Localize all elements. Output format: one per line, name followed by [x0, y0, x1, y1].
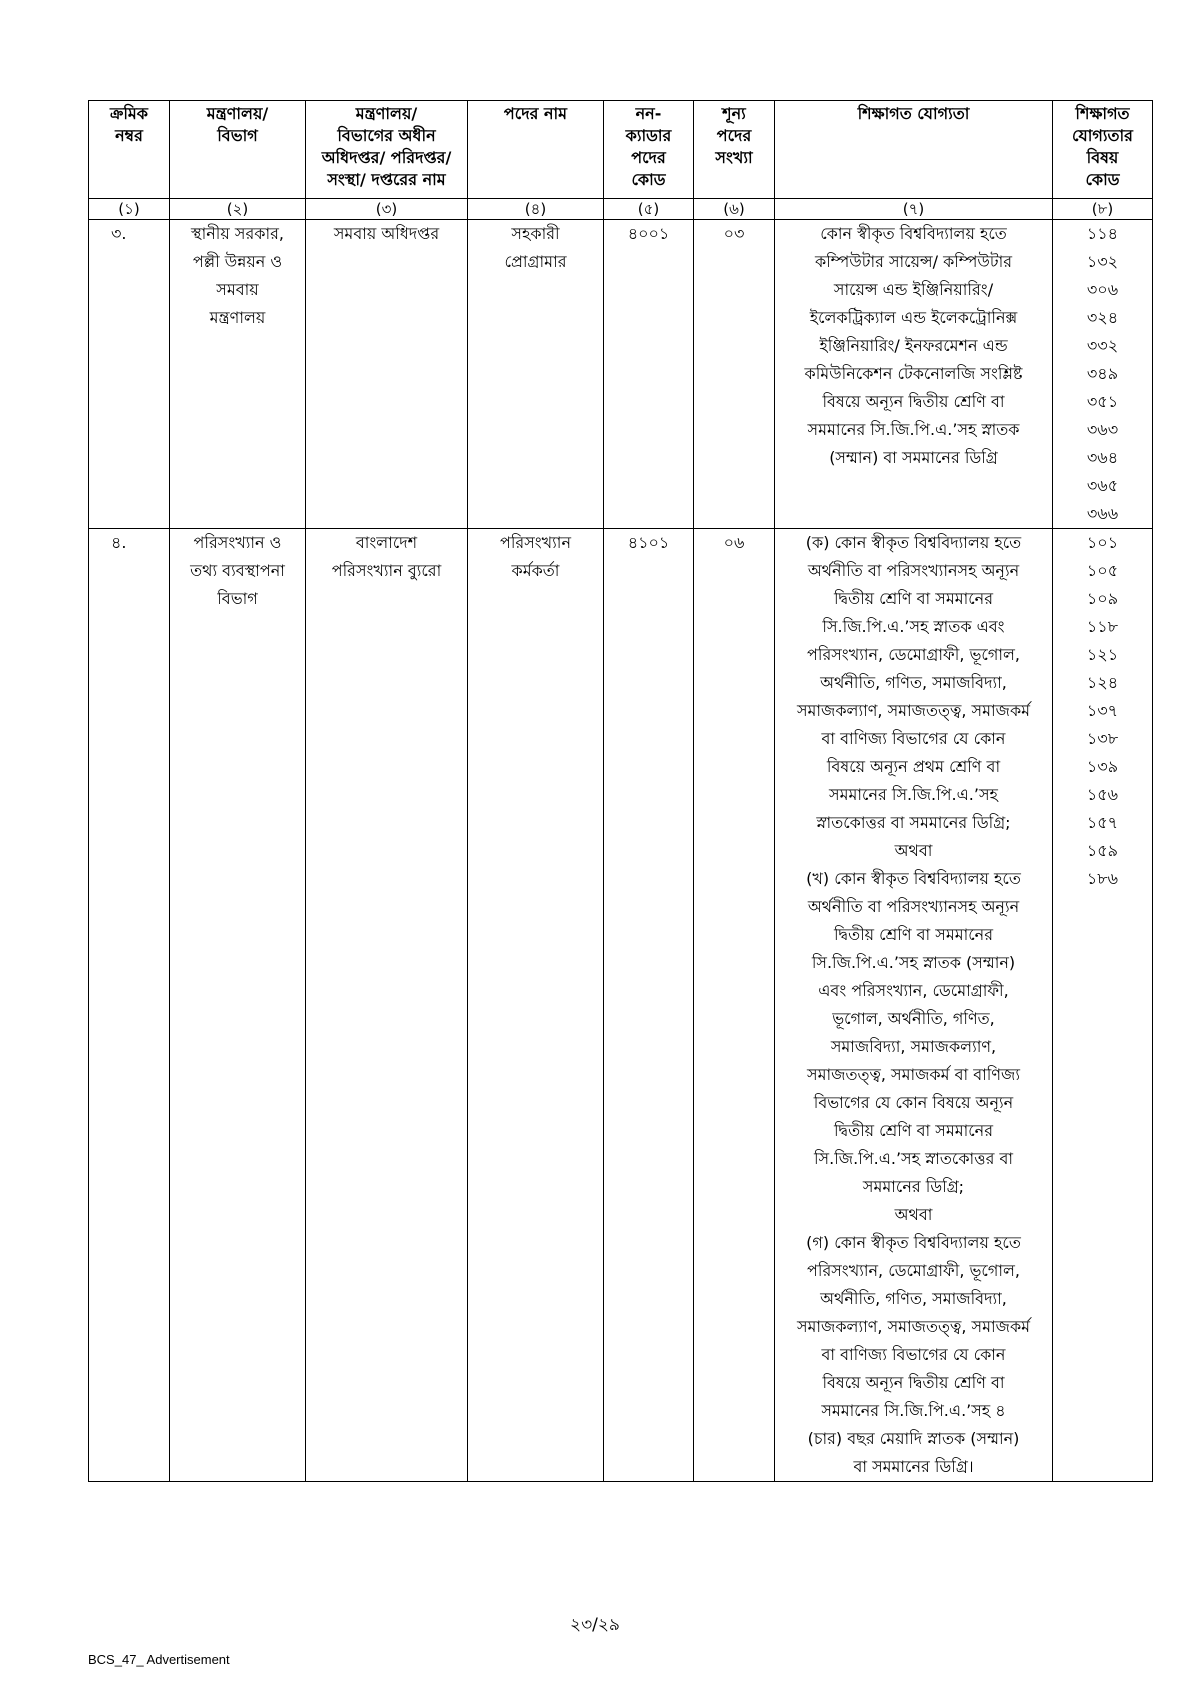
- header-ministry: [170, 101, 306, 199]
- header-subject-code: [1053, 101, 1153, 199]
- text-line: স্থানীয় সরকার,: [191, 224, 284, 243]
- office-cell: [306, 220, 468, 529]
- text-line: ৩৬৬: [1086, 504, 1119, 523]
- ministry-cell: [170, 529, 306, 1482]
- text-line: সমাজকল্যাণ, সমাজতত্ত্ব, সমাজকর্ম: [796, 701, 1031, 720]
- text-line: ১১৮: [1086, 617, 1119, 636]
- text-line: দ্বিতীয় শ্রেণি বা সমমানের: [833, 1121, 994, 1140]
- column-number: (১): [89, 199, 170, 220]
- text-line: ৩৪৯: [1086, 364, 1119, 383]
- header-vacancies: [694, 101, 775, 199]
- text-line: দ্বিতীয় শ্রেণি বা সমমানের: [833, 925, 994, 944]
- text-line: মন্ত্রণালয়: [209, 308, 266, 327]
- text-line: ক্যাডার: [625, 126, 672, 145]
- text-line: পল্লী উন্নয়ন ও: [192, 252, 283, 271]
- subject-codes-cell: [1053, 529, 1153, 1482]
- column-number: (৪): [468, 199, 604, 220]
- text-line: বাংলাদেশ: [355, 533, 418, 552]
- column-number: (৮): [1053, 199, 1153, 220]
- text-line: (খ) কোন স্বীকৃত বিশ্ববিদ্যালয় হতে: [806, 869, 1021, 888]
- text-line: ১০১: [1086, 533, 1119, 552]
- post-name-cell: [468, 220, 604, 529]
- text-line: ১৫৭: [1086, 813, 1119, 832]
- text-line: স্নাতকোত্তর বা সমমানের ডিগ্রি;: [816, 813, 1011, 832]
- text-line: কমিউনিকেশন টেকনোলজি সংশ্লিষ্ট: [804, 364, 1023, 383]
- text-line: বা সমমানের ডিগ্রি।: [853, 1457, 974, 1476]
- text-line: ৩৫১: [1086, 392, 1119, 411]
- text-line: সমবায় অধিদপ্তর: [333, 224, 440, 243]
- text-line: সংস্থা/ দপ্তরের নাম: [327, 170, 446, 189]
- subject-codes-cell: [1053, 220, 1153, 529]
- text-line: ৩০৬: [1086, 280, 1119, 299]
- text-line: (ক) কোন স্বীকৃত বিশ্ববিদ্যালয় হতে: [805, 533, 1022, 552]
- text-line: পরিসংখ্যান ও: [193, 533, 282, 552]
- text-line: ১৫৯: [1086, 841, 1119, 860]
- post-name-cell: [468, 529, 604, 1482]
- text-line: (সম্মান) বা সমমানের ডিগ্রি: [829, 448, 998, 467]
- vacancies-cell: ০৬: [694, 529, 775, 1482]
- text-line: বিষয়: [1086, 148, 1119, 167]
- header-post-name: [468, 101, 604, 199]
- column-number: (২): [170, 199, 306, 220]
- text-line: ৩৬৪: [1086, 448, 1119, 467]
- column-number-row: [89, 199, 1153, 220]
- text-line: ১১৪: [1086, 224, 1119, 243]
- ministry-cell: [170, 220, 306, 529]
- advertisement-sheet: [88, 100, 1152, 1482]
- column-number: (৫): [604, 199, 694, 220]
- text-line: ইঞ্জিনিয়ারিং/ ইনফরমেশন এন্ড: [819, 336, 1008, 355]
- text-line: অথবা: [894, 1205, 933, 1224]
- text-line: বিষয়ে অন্যূন দ্বিতীয় শ্রেণি বা: [822, 392, 1005, 411]
- page-number: ২৩/২৯: [570, 1615, 620, 1635]
- text-line: তথ্য ব্যবস্থাপনা: [190, 561, 285, 580]
- header-qualification: [775, 101, 1053, 199]
- text-line: কোড: [1085, 170, 1120, 189]
- text-line: সি.জি.পি.এ.’সহ স্নাতক এবং: [822, 617, 1005, 636]
- text-line: সমাজবিদ্যা, সমাজকল্যাণ,: [830, 1037, 997, 1056]
- header-serial: [89, 101, 170, 199]
- text-line: ক্রমিক: [109, 104, 149, 123]
- text-line: সায়েন্স এন্ড ইঞ্জিনিয়ারিং/: [833, 280, 994, 299]
- text-line: সি.জি.পি.এ.’সহ স্নাতক (সম্মান): [811, 953, 1016, 972]
- text-line: শিক্ষাগত: [1075, 104, 1130, 123]
- text-line: শূন্য: [722, 104, 746, 123]
- text-line: সমমানের ডিগ্রি;: [862, 1177, 965, 1196]
- text-line: অধিদপ্তর/ পরিদপ্তর/: [321, 148, 452, 167]
- text-line: ১৫৬: [1086, 785, 1119, 804]
- vacancy-table: [88, 100, 1153, 1482]
- text-line: ১২৪: [1086, 673, 1119, 692]
- text-line: অর্থনীতি বা পরিসংখ্যানসহ অন্যূন: [807, 897, 1020, 916]
- text-line: ১৮৬: [1086, 869, 1119, 888]
- text-line: ৩২৪: [1086, 308, 1119, 327]
- text-line: বিভাগের অধীন: [337, 126, 436, 145]
- column-number: (৭): [775, 199, 1053, 220]
- text-line: কর্মকর্তা: [511, 561, 560, 580]
- header-post-code: [604, 101, 694, 199]
- text-line: ৩৩২: [1086, 336, 1119, 355]
- text-line: সমমানের সি.জি.পি.এ.’সহ ৪: [821, 1401, 1006, 1420]
- text-line: সমাজকল্যাণ, সমাজতত্ত্ব, সমাজকর্ম: [796, 1317, 1031, 1336]
- text-line: অর্থনীতি, গণিত, সমাজবিদ্যা,: [820, 1289, 1007, 1308]
- text-line: শিক্ষাগত যোগ্যতা: [857, 104, 970, 123]
- text-line: পদের: [716, 126, 752, 145]
- column-number: (৬): [694, 199, 775, 220]
- text-line: এবং পরিসংখ্যান, ডেমোগ্রাফী,: [818, 981, 1009, 1000]
- text-line: ১২১: [1086, 645, 1119, 664]
- text-line: কোন স্বীকৃত বিশ্ববিদ্যালয় হতে: [820, 224, 1007, 243]
- text-line: ১৩৯: [1086, 757, 1119, 776]
- text-line: মন্ত্রণালয়/: [355, 104, 418, 123]
- text-line: কোড: [631, 170, 666, 189]
- text-line: (গ) কোন স্বীকৃত বিশ্ববিদ্যালয় হতে: [806, 1233, 1021, 1252]
- text-line: সমাজতত্ত্ব, সমাজকর্ম বা বাণিজ্য: [807, 1065, 1020, 1084]
- text-line: অথবা: [894, 841, 933, 860]
- text-line: পদের: [631, 148, 666, 167]
- text-line: যোগ্যতার: [1072, 126, 1133, 145]
- text-line: সংখ্যা: [715, 148, 753, 167]
- text-line: ১৩৭: [1086, 701, 1119, 720]
- text-line: পরিসংখ্যান ব্যুরো: [331, 561, 442, 580]
- text-line: ১৩৮: [1086, 729, 1119, 748]
- table-row: [89, 220, 1153, 529]
- text-line: নম্বর: [115, 126, 143, 145]
- header-office: [306, 101, 468, 199]
- post-code-cell: ৪১০১: [604, 529, 694, 1482]
- header-row: [89, 101, 1153, 199]
- text-line: বা বাণিজ্য বিভাগের যে কোন: [821, 729, 1006, 748]
- serial-cell: ৩.: [89, 220, 170, 529]
- text-line: ৩৬৫: [1086, 476, 1119, 495]
- office-cell: [306, 529, 468, 1482]
- text-line: ইলেকট্রিক্যাল এন্ড ইলেকট্রোনিক্স: [809, 308, 1018, 327]
- qualification-cell: [775, 529, 1053, 1482]
- text-line: বিষয়ে অন্যূন দ্বিতীয় শ্রেণি বা: [822, 1373, 1005, 1392]
- text-line: বিষয়ে অন্যূন প্রথম শ্রেণি বা: [826, 757, 1001, 776]
- text-line: অর্থনীতি বা পরিসংখ্যানসহ অন্যূন: [807, 561, 1020, 580]
- vacancies-cell: ০৩: [694, 220, 775, 529]
- serial-cell: ৪.: [89, 529, 170, 1482]
- text-line: অর্থনীতি, গণিত, সমাজবিদ্যা,: [820, 673, 1007, 692]
- column-number: (৩): [306, 199, 468, 220]
- text-line: সমমানের সি.জি.পি.এ.’সহ স্নাতক: [807, 420, 1020, 439]
- text-line: ১০৯: [1086, 589, 1119, 608]
- text-line: মন্ত্রণালয়/: [206, 104, 269, 123]
- text-line: ১০৫: [1086, 561, 1119, 580]
- text-line: বিভাগ: [217, 589, 258, 608]
- text-line: পদের নাম: [503, 104, 568, 123]
- text-line: কম্পিউটার সায়েন্স/ কম্পিউটার: [814, 252, 1013, 271]
- text-line: ভূগোল, অর্থনীতি, গণিত,: [832, 1009, 995, 1028]
- post-code-cell: ৪০০১: [604, 220, 694, 529]
- text-line: দ্বিতীয় শ্রেণি বা সমমানের: [833, 589, 994, 608]
- text-line: (চার) বছর মেয়াদি স্নাতক (সম্মান): [807, 1429, 1020, 1448]
- text-line: বিভাগ: [217, 126, 258, 145]
- text-line: ৩৬৩: [1086, 420, 1119, 439]
- text-line: বিভাগের যে কোন বিষয়ে অন্যূন: [813, 1093, 1014, 1112]
- table-row: [89, 529, 1153, 1482]
- text-line: সি.জি.পি.এ.’সহ স্নাতকোত্তর বা: [813, 1149, 1014, 1168]
- text-line: সমমানের সি.জি.পি.এ.’সহ: [829, 785, 998, 804]
- footer-label: BCS_47_ Advertisement: [88, 1652, 230, 1667]
- text-line: পরিসংখ্যান, ডেমোগ্রাফী, ভূগোল,: [807, 1261, 1020, 1280]
- text-line: সমবায়: [216, 280, 259, 299]
- text-line: ১৩২: [1086, 252, 1119, 271]
- qualification-cell: [775, 220, 1053, 529]
- text-line: সহকারী: [511, 224, 560, 243]
- text-line: নন-: [635, 104, 662, 123]
- text-line: বা বাণিজ্য বিভাগের যে কোন: [821, 1345, 1006, 1364]
- text-line: প্রোগ্রামার: [504, 252, 567, 271]
- text-line: পরিসংখ্যান, ডেমোগ্রাফী, ভূগোল,: [807, 645, 1020, 664]
- text-line: পরিসংখ্যান: [499, 533, 572, 552]
